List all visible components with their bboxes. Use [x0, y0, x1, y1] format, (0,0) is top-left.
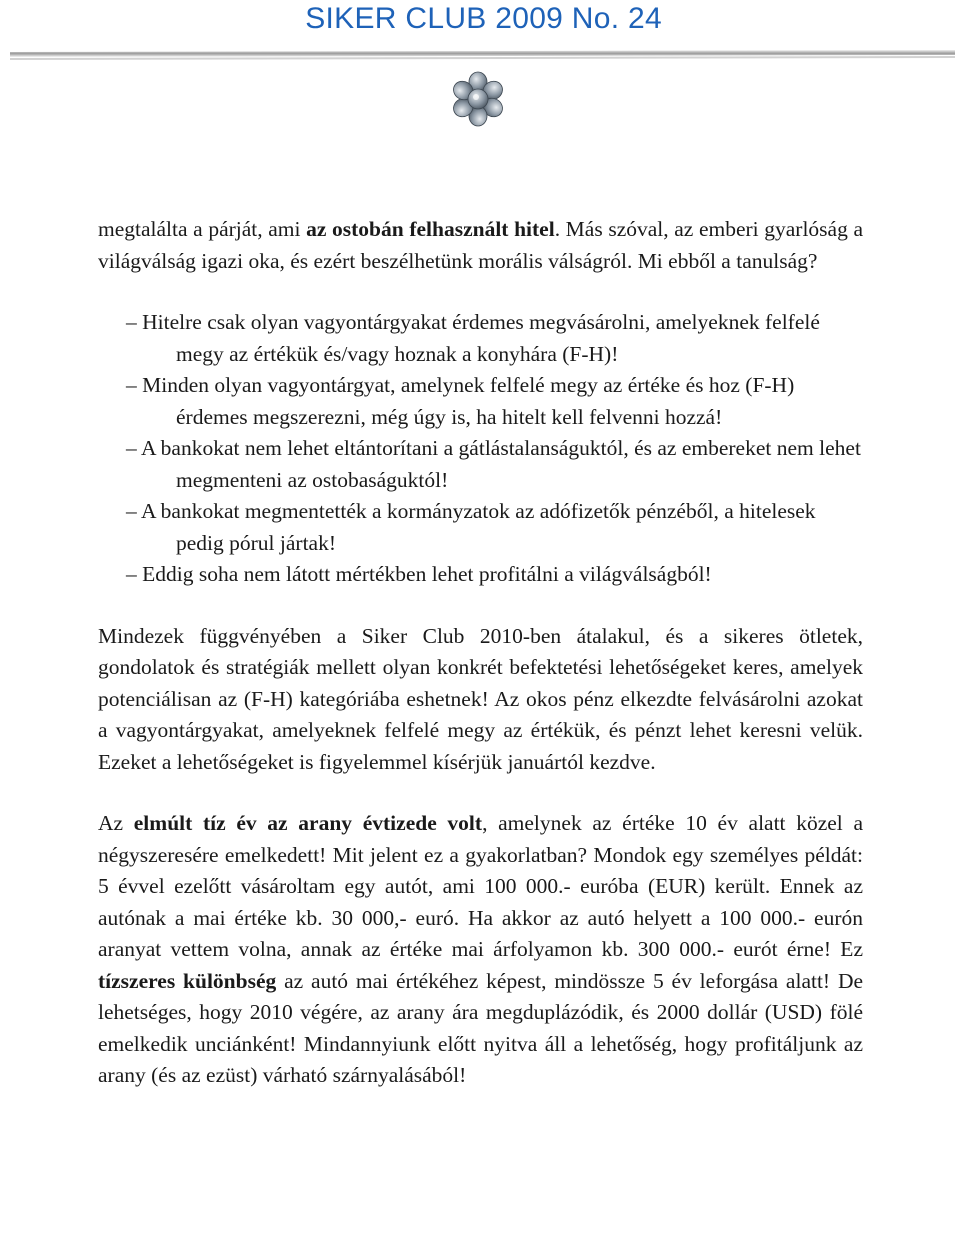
paragraph-gold	[98, 808, 863, 1092]
list-item: – Hitelre csak olyan vagyontárgyakat érdemes megvásárolni, amelyeknek felfelé megy az értékük és/vagy hoznak a konyhára (F-H)!	[126, 310, 820, 366]
bold-text: elmúlt tíz év az arany évtizede volt	[133, 811, 483, 835]
paragraph-intro	[98, 214, 863, 277]
paragraph-siker-club: Mindezek függvényében a Siker Club 2010-ben átalakul, és a sikeres ötletek, gondolatok és stratégiák mellett olyan konkrét befektetési lehetőségeket keres, amelyek potenciálisan az (F-H) kategóriába eshetnek! Az okos pénz elkezdte felvásárolni azokat a vagyontárgyakat, amelyeknek felfelé megy az értékük, és pénzt lehet keresni velük. Ezeket a lehetőségeket is figyelemmel kísérjük januártól kezdve.	[98, 623, 863, 774]
text-span: Az	[98, 811, 134, 835]
jewel-flower-icon	[448, 70, 508, 128]
list-item: – Eddig soha nem látott mértékben lehet profitálni a világválságból!	[126, 562, 712, 586]
header-divider	[10, 46, 955, 62]
text-span: megtalálta a párját, ami	[98, 217, 307, 241]
text-span: , amelynek az értéke 10 év alatt közel a négyszeresére emelkedett! Mit jelent ez a gyakorlatban? Mondok egy személyes példát: 5 évvel ezelőtt vásároltam egy autót, ami 100 000.- euróba (EUR) került. Ennek az autónak a mai értéke kb. 30 000,- euró. Ha akkor az autó helyett a 100 000.- eurón aranyat vettem volna, annak az értéke mai árfolyamon kb. 300 000.- eurót érne! Ez	[98, 811, 864, 961]
list-item: – A bankokat megmentették a kormányzatok az adófizetők pénzéből, a hitelesek pedig pórul jártak!	[126, 499, 816, 555]
bold-text: az ostobán felhasznált hitel	[306, 217, 555, 241]
lessons-list	[98, 307, 863, 591]
page-header-title: SIKER CLUB 2009 No. 24	[305, 2, 662, 35]
text-span: az autó mai értékéhez képest, mindössze 5 év leforgása alatt! De lehetséges, hogy 2010 végére, az arany ára megduplázódik, és 2000 dollár (USD) fölé emelkedik unciánként! Mindannyiunk előtt nyitva áll a lehetőség, hogy profitáljunk az arany (és az ezüst) várható szárnyalásából!	[98, 968, 864, 1087]
list-item: – A bankokat nem lehet eltántorítani a gátlástalanságuktól, és az embereket nem lehet megmenteni az ostobaságuktól!	[126, 436, 861, 492]
article-body	[98, 214, 863, 1092]
text-span: . Más szóval, az emberi gyarlóság a világválság igazi oka, és ezért beszélhetünk morális válságról. Mi ebből a tanulság?	[98, 217, 863, 273]
list-item: – Minden olyan vagyontárgyat, amelynek felfelé megy az értéke és hoz (F-H) érdemes megszerezni, még úgy is, ha hitelt kell felvenni hozzá!	[126, 373, 795, 429]
bold-text: tízszeres különbség	[98, 968, 277, 993]
